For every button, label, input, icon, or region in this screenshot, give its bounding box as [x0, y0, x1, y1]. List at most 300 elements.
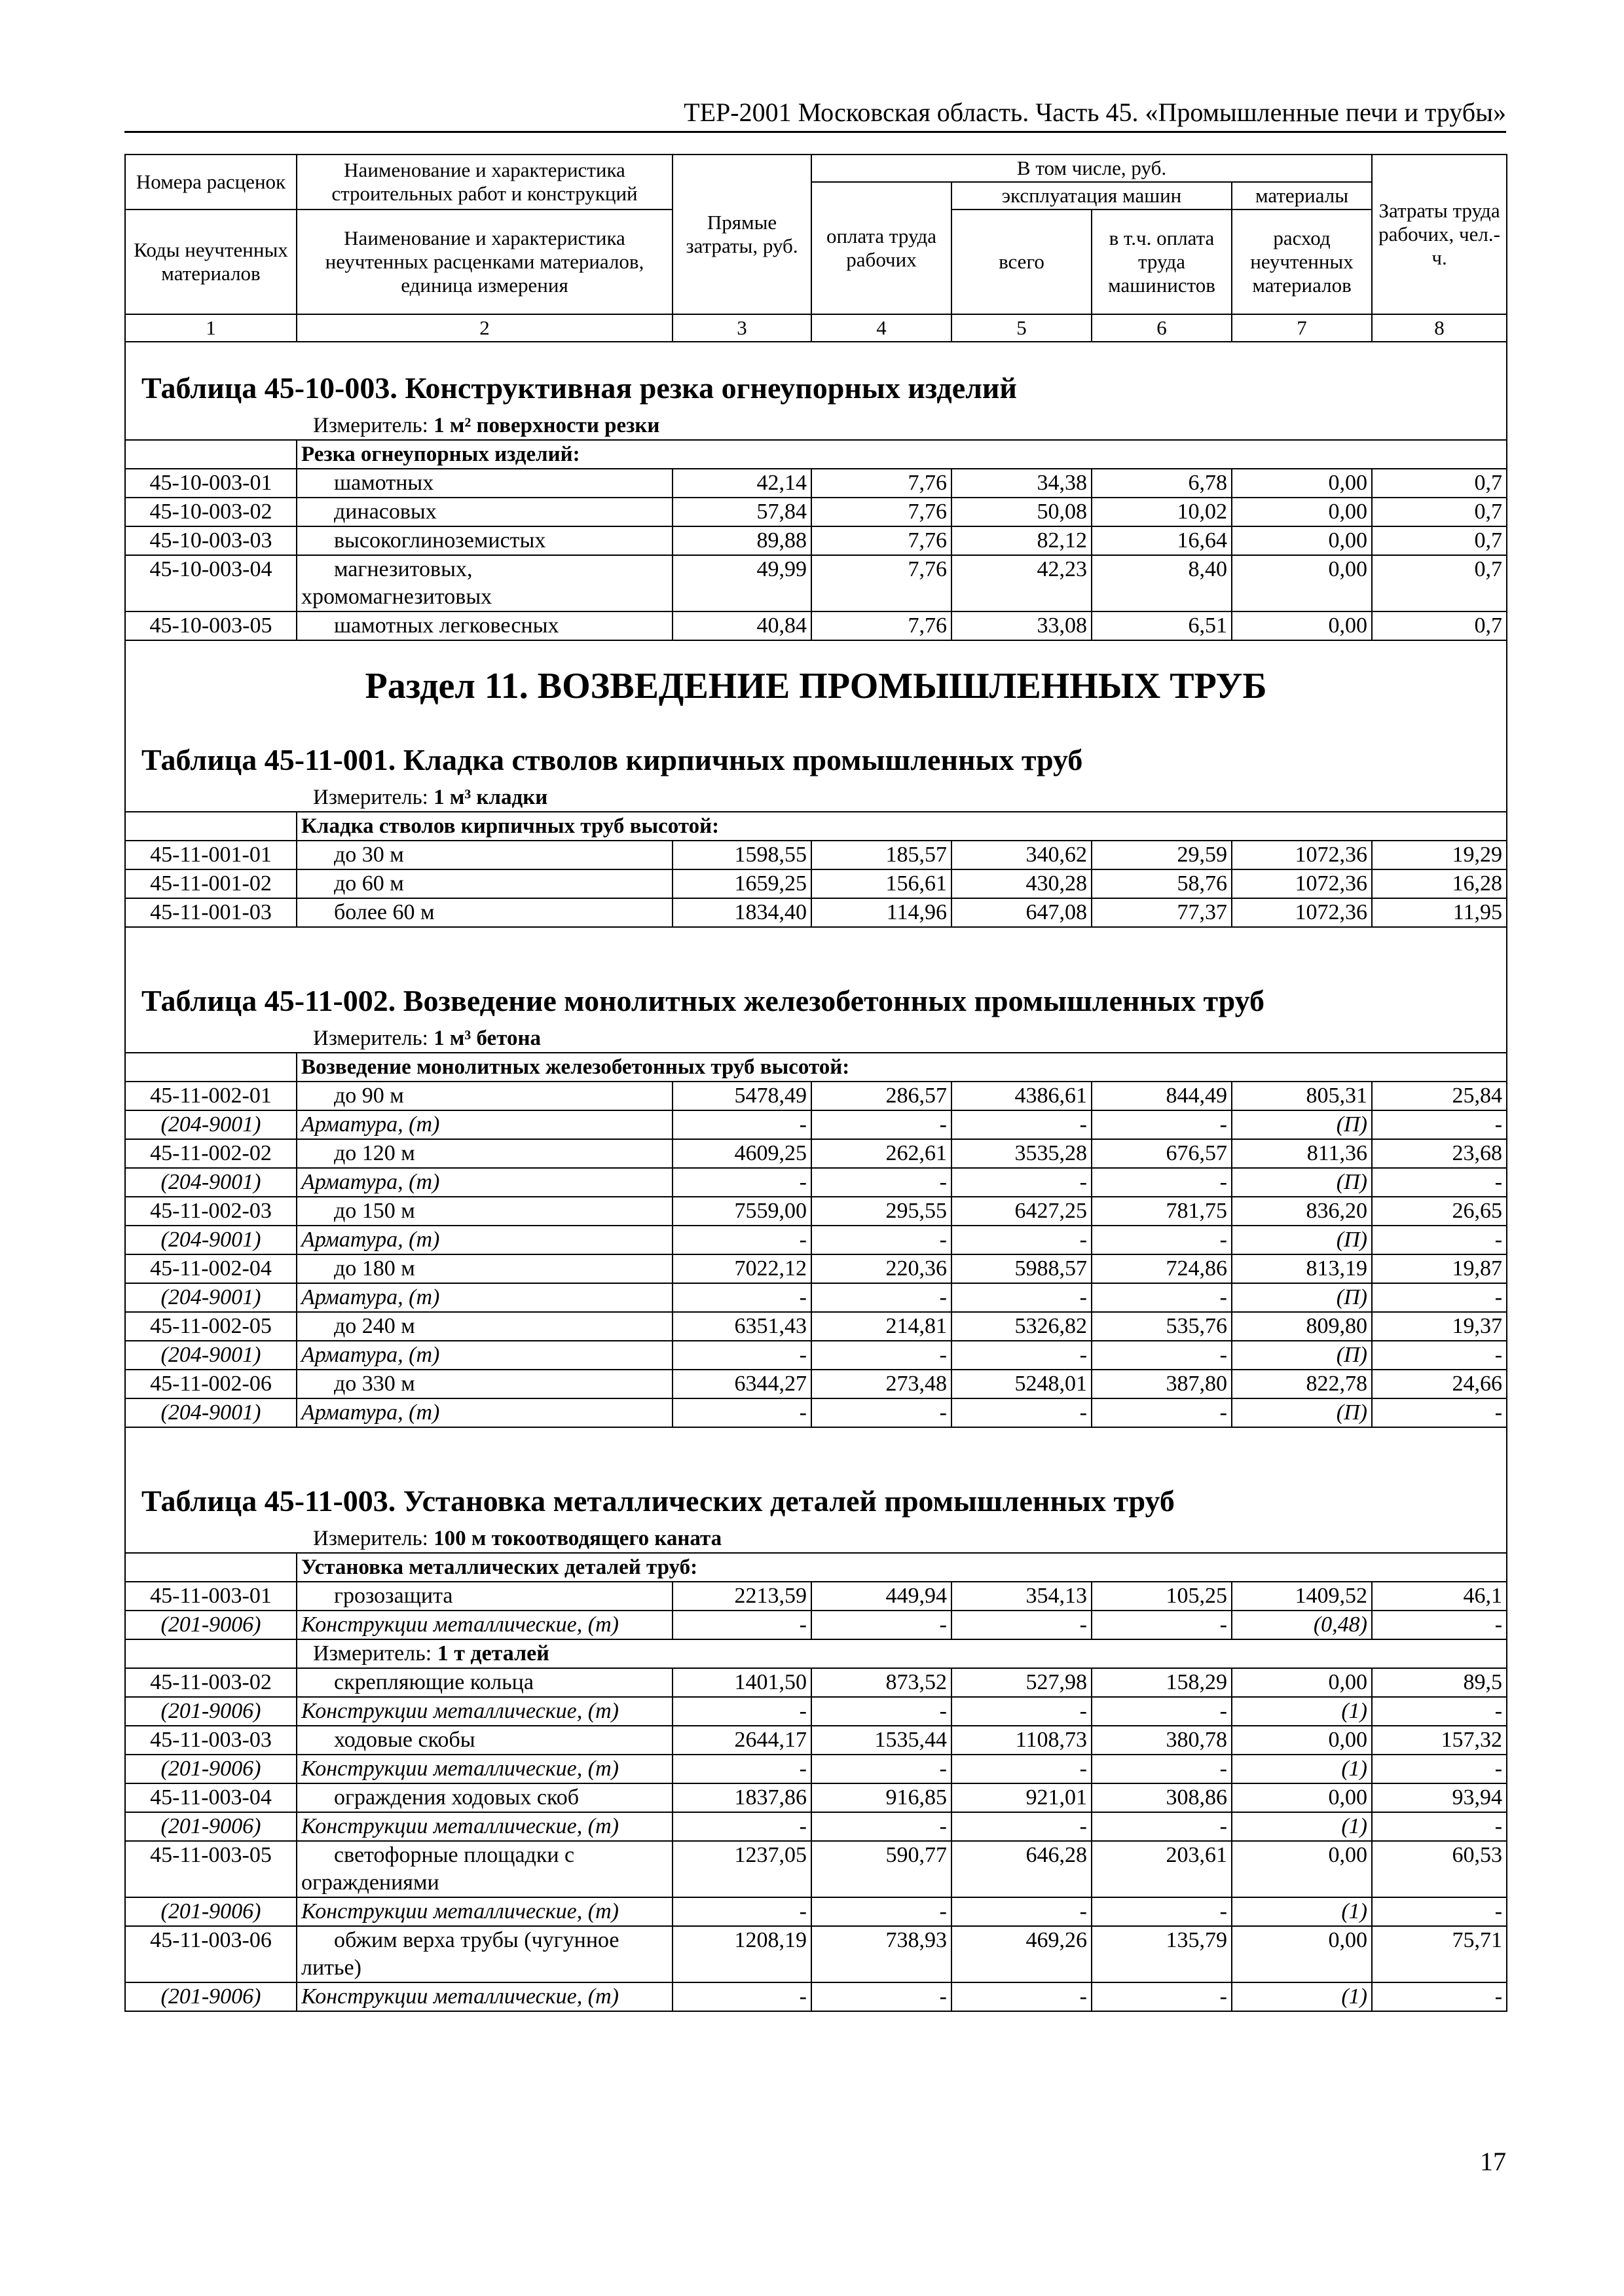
- material-quantity: (П): [1232, 1283, 1372, 1312]
- material-quantity: (1): [1232, 1755, 1372, 1783]
- dash-cell: -: [1092, 1812, 1232, 1841]
- labor-hours: 19,37: [1372, 1312, 1507, 1341]
- direct-cost: 1208,19: [673, 1926, 811, 1982]
- table-row: [125, 1783, 1507, 1812]
- measure-line: [125, 1025, 1507, 1053]
- direct-cost: 40,84: [673, 611, 811, 640]
- material-quantity: (П): [1232, 1398, 1372, 1427]
- materials-cost: 836,20: [1232, 1197, 1372, 1226]
- labor-hours: 11,95: [1372, 898, 1507, 927]
- measure-row: [125, 412, 1507, 440]
- machinist-pay: 158,29: [1092, 1668, 1232, 1697]
- machines-total: 6427,25: [951, 1197, 1092, 1226]
- table-title-row: [125, 714, 1507, 784]
- table-title-row: [125, 1455, 1507, 1525]
- worker-pay: 286,57: [811, 1082, 951, 1110]
- material-quantity: (П): [1232, 1168, 1372, 1197]
- work-name-text: до 30 м: [334, 843, 404, 867]
- col-header-machine-operation: эксплуатация машин: [951, 182, 1232, 210]
- direct-cost: 4609,25: [673, 1139, 811, 1168]
- work-name-text: до 330 м: [334, 1372, 415, 1396]
- material-row: [125, 1398, 1507, 1427]
- col-number: 3: [673, 314, 811, 342]
- dash-cell: -: [1372, 1398, 1507, 1427]
- dash-cell: -: [811, 1611, 951, 1639]
- table-row: [125, 869, 1507, 898]
- labor-hours: 157,32: [1372, 1726, 1507, 1755]
- machines-total: 33,08: [951, 611, 1092, 640]
- dash-cell: -: [811, 1897, 951, 1926]
- machines-total: 1108,73: [951, 1726, 1092, 1755]
- work-name: [297, 498, 673, 526]
- work-name-text: шамотных легковесных: [334, 613, 559, 638]
- material-row: [125, 1611, 1507, 1639]
- measure-value: 1 м³ бетона: [434, 1027, 541, 1050]
- material-row: [125, 1341, 1507, 1370]
- dash-cell: -: [673, 1982, 811, 2011]
- dash-cell: -: [673, 1697, 811, 1726]
- measure-value: 100 м токоотводящего каната: [434, 1527, 722, 1550]
- work-name-text: скрепляющие кольца: [334, 1670, 534, 1694]
- section-title-row: [125, 640, 1507, 714]
- machinist-pay: 676,57: [1092, 1139, 1232, 1168]
- rate-code: 45-11-002-05: [125, 1312, 297, 1341]
- material-row: [125, 1110, 1507, 1139]
- material-name: Конструкции металлические, (т): [297, 1982, 673, 2011]
- dash-cell: -: [951, 1697, 1092, 1726]
- machines-total: 42,23: [951, 555, 1092, 611]
- dash-cell: -: [951, 1398, 1092, 1427]
- section-title: Раздел 11. ВОЗВЕДЕНИЕ ПРОМЫШЛЕННЫХ ТРУБ: [125, 640, 1507, 714]
- labor-hours: 16,28: [1372, 869, 1507, 898]
- labor-hours: 19,87: [1372, 1254, 1507, 1283]
- work-name-text: магнезитовых,: [334, 557, 473, 581]
- col-number: 5: [951, 314, 1092, 342]
- subheading-row: [125, 1553, 1507, 1582]
- dash-cell: -: [1372, 1697, 1507, 1726]
- dash-cell: -: [1372, 1283, 1507, 1312]
- material-name: Конструкции металлические, (т): [297, 1755, 673, 1783]
- dash-cell: -: [673, 1812, 811, 1841]
- material-row: [125, 1226, 1507, 1254]
- work-name: [297, 1139, 673, 1168]
- machinist-pay: 781,75: [1092, 1197, 1232, 1226]
- measure-label: Измеритель:: [313, 1527, 428, 1550]
- dash-cell: -: [1092, 1982, 1232, 2011]
- materials-cost: 0,00: [1232, 611, 1372, 640]
- labor-hours: 75,71: [1372, 1926, 1507, 1982]
- subheading-row: [125, 1053, 1507, 1082]
- direct-cost: 5478,49: [673, 1082, 811, 1110]
- rate-code: 45-11-003-02: [125, 1668, 297, 1697]
- direct-cost: 1659,25: [673, 869, 811, 898]
- work-name: [297, 1726, 673, 1755]
- table-row: [125, 555, 1507, 611]
- materials-cost: 0,00: [1232, 1668, 1372, 1697]
- worker-pay: 590,77: [811, 1841, 951, 1897]
- dash-cell: -: [1372, 1982, 1507, 2011]
- material-name: Арматура, (т): [297, 1226, 673, 1254]
- materials-cost: 0,00: [1232, 1726, 1372, 1755]
- machinist-pay: 6,78: [1092, 469, 1232, 498]
- work-name-text: обжим верха трубы (чугунное: [334, 1928, 619, 1952]
- dash-cell: -: [1372, 1168, 1507, 1197]
- work-name: [297, 898, 673, 927]
- machines-total: 354,13: [951, 1582, 1092, 1611]
- dash-cell: -: [951, 1611, 1092, 1639]
- blank-cell: [125, 440, 297, 469]
- worker-pay: 916,85: [811, 1783, 951, 1812]
- rate-code: 45-11-001-01: [125, 841, 297, 869]
- measure-line: [125, 412, 1507, 440]
- materials-cost: 0,00: [1232, 1926, 1372, 1982]
- measure-row: [125, 1525, 1507, 1553]
- materials-cost: 813,19: [1232, 1254, 1372, 1283]
- machines-total: 430,28: [951, 869, 1092, 898]
- dash-cell: -: [673, 1611, 811, 1639]
- dash-cell: -: [951, 1812, 1092, 1841]
- material-name: Конструкции металлические, (т): [297, 1897, 673, 1926]
- dash-cell: -: [951, 1755, 1092, 1783]
- dash-cell: -: [1092, 1283, 1232, 1312]
- dash-cell: -: [1092, 1611, 1232, 1639]
- work-name: [297, 1783, 673, 1812]
- machinist-pay: 380,78: [1092, 1726, 1232, 1755]
- col-header-worker-pay: оплата труда рабочих: [811, 182, 951, 314]
- work-name: [297, 1668, 673, 1697]
- header-rule: [124, 131, 1506, 133]
- table-row: [125, 898, 1507, 927]
- column-header-table: [124, 154, 1507, 342]
- dash-cell: -: [1092, 1226, 1232, 1254]
- col-number: 2: [297, 314, 673, 342]
- machines-total: 527,98: [951, 1668, 1092, 1697]
- work-name-text: до 60 м: [334, 871, 404, 896]
- dash-cell: -: [673, 1897, 811, 1926]
- worker-pay: 220,36: [811, 1254, 951, 1283]
- spacer: [125, 1427, 1507, 1455]
- dash-cell: -: [1092, 1755, 1232, 1783]
- dash-cell: -: [951, 1283, 1092, 1312]
- work-name-text: до 150 м: [334, 1199, 415, 1223]
- table-row: [125, 498, 1507, 526]
- rate-code: 45-11-001-03: [125, 898, 297, 927]
- direct-cost: 2644,17: [673, 1726, 811, 1755]
- rate-code: 45-10-003-04: [125, 555, 297, 611]
- work-name: [297, 1312, 673, 1341]
- work-name-text: более 60 м: [334, 900, 435, 924]
- machinist-pay: 308,86: [1092, 1783, 1232, 1812]
- dash-cell: -: [673, 1755, 811, 1783]
- materials-cost: 0,00: [1232, 469, 1372, 498]
- materials-cost: 809,80: [1232, 1312, 1372, 1341]
- dash-cell: -: [811, 1110, 951, 1139]
- machines-total: 469,26: [951, 1926, 1092, 1982]
- dash-cell: -: [811, 1168, 951, 1197]
- materials-cost: 1072,36: [1232, 898, 1372, 927]
- worker-pay: 156,61: [811, 869, 951, 898]
- blank-cell: [125, 1053, 297, 1082]
- col-header-material-names: Наименование и характеристика неучтенных расценками материалов, единица измерения: [297, 210, 673, 314]
- dash-cell: -: [673, 1283, 811, 1312]
- direct-cost: 89,88: [673, 526, 811, 555]
- material-quantity: (0,48): [1232, 1611, 1372, 1639]
- work-name-text: динасовых: [334, 500, 437, 524]
- labor-hours: 93,94: [1372, 1783, 1507, 1812]
- machinist-pay: 135,79: [1092, 1926, 1232, 1982]
- materials-cost: 822,78: [1232, 1370, 1372, 1398]
- col-number: 1: [125, 314, 297, 342]
- work-name: [297, 1082, 673, 1110]
- worker-pay: 273,48: [811, 1370, 951, 1398]
- machines-total: 82,12: [951, 526, 1092, 555]
- machines-total: 921,01: [951, 1783, 1092, 1812]
- material-row: [125, 1812, 1507, 1841]
- labor-hours: 19,29: [1372, 841, 1507, 869]
- dash-cell: -: [951, 1168, 1092, 1197]
- work-name-cont: хромомагнезитовых: [301, 585, 492, 609]
- machines-total: 3535,28: [951, 1139, 1092, 1168]
- materials-cost: 0,00: [1232, 555, 1372, 611]
- worker-pay: 7,76: [811, 555, 951, 611]
- table-title-row: [125, 342, 1507, 412]
- machines-total: 4386,61: [951, 1082, 1092, 1110]
- dash-cell: -: [1092, 1110, 1232, 1139]
- table-row: [125, 1082, 1507, 1110]
- rate-code: 45-11-002-03: [125, 1197, 297, 1226]
- blank-cell: [125, 1639, 297, 1668]
- rate-code: 45-10-003-05: [125, 611, 297, 640]
- worker-pay: 214,81: [811, 1312, 951, 1341]
- subheading-row: [125, 812, 1507, 841]
- labor-hours: 26,65: [1372, 1197, 1507, 1226]
- col-header-rate-numbers: Номера расценок: [125, 155, 297, 210]
- material-code: (201-9006): [125, 1982, 297, 2011]
- dash-cell: -: [811, 1697, 951, 1726]
- measure-value: 1 м³ кладки: [434, 786, 548, 809]
- group-heading: Резка огнеупорных изделий:: [297, 440, 1507, 469]
- machinist-pay: 16,64: [1092, 526, 1232, 555]
- table-row: [125, 1254, 1507, 1283]
- dash-cell: -: [1372, 1897, 1507, 1926]
- machines-total: 5988,57: [951, 1254, 1092, 1283]
- dash-cell: -: [1372, 1755, 1507, 1783]
- work-name-text: светофорные площадки с: [334, 1843, 575, 1867]
- rate-code: 45-11-001-02: [125, 869, 297, 898]
- direct-cost: 6344,27: [673, 1370, 811, 1398]
- material-name: Арматура, (т): [297, 1398, 673, 1427]
- measure-value: 1 м² поверхности резки: [434, 414, 660, 437]
- dash-cell: -: [1092, 1697, 1232, 1726]
- table-row: [125, 1582, 1507, 1611]
- machinist-pay: 58,76: [1092, 869, 1232, 898]
- dash-cell: -: [1092, 1341, 1232, 1370]
- table-row: [125, 611, 1507, 640]
- material-row: [125, 1897, 1507, 1926]
- group-heading: Возведение монолитных железобетонных труб высотой:: [297, 1053, 1507, 1082]
- measure-line: [125, 784, 1507, 812]
- machinist-pay: 203,61: [1092, 1841, 1232, 1897]
- work-name-text: ограждения ходовых скоб: [334, 1785, 580, 1810]
- table-row: [125, 1668, 1507, 1697]
- material-row: [125, 1283, 1507, 1312]
- machinist-pay: 724,86: [1092, 1254, 1232, 1283]
- table-row: [125, 469, 1507, 498]
- material-quantity: (1): [1232, 1812, 1372, 1841]
- worker-pay: 114,96: [811, 898, 951, 927]
- measure-row: [125, 784, 1507, 812]
- col-header-machinist-pay: в т.ч. оплата труда машинистов: [1092, 210, 1232, 314]
- rate-code: 45-11-002-02: [125, 1139, 297, 1168]
- dash-cell: -: [811, 1982, 951, 2011]
- worker-pay: 7,76: [811, 498, 951, 526]
- machinist-pay: 105,25: [1092, 1582, 1232, 1611]
- labor-hours: 0,7: [1372, 526, 1507, 555]
- material-quantity: (1): [1232, 1982, 1372, 2011]
- material-code: (201-9006): [125, 1812, 297, 1841]
- rate-code: 45-10-003-01: [125, 469, 297, 498]
- col-header-labor: Затраты труда рабочих, чел.-ч.: [1372, 155, 1507, 314]
- worker-pay: 449,94: [811, 1582, 951, 1611]
- material-row: [125, 1697, 1507, 1726]
- worker-pay: 7,76: [811, 526, 951, 555]
- subheading-row: [125, 440, 1507, 469]
- blank-cell: [125, 1553, 297, 1582]
- dash-cell: -: [1092, 1398, 1232, 1427]
- labor-hours: 46,1: [1372, 1582, 1507, 1611]
- material-quantity: (П): [1232, 1341, 1372, 1370]
- spacer: [125, 927, 1507, 955]
- machinist-pay: 10,02: [1092, 498, 1232, 526]
- rate-code: 45-11-003-06: [125, 1926, 297, 1982]
- work-name-text: до 240 м: [334, 1314, 415, 1338]
- material-code: (204-9001): [125, 1226, 297, 1254]
- table-row: [125, 1726, 1507, 1755]
- labor-hours: 0,7: [1372, 611, 1507, 640]
- measure-row: [125, 1025, 1507, 1053]
- direct-cost: 7559,00: [673, 1197, 811, 1226]
- dash-cell: -: [1372, 1110, 1507, 1139]
- work-name: [297, 1197, 673, 1226]
- spacer-row: [125, 927, 1507, 955]
- work-name-cont: ограждениями: [301, 1870, 439, 1895]
- measure-label: Измеритель:: [313, 1027, 428, 1050]
- col-header-materials: материалы: [1232, 182, 1372, 210]
- dash-cell: -: [811, 1341, 951, 1370]
- table-title-row: [125, 955, 1507, 1025]
- machinist-pay: 77,37: [1092, 898, 1232, 927]
- dash-cell: -: [811, 1812, 951, 1841]
- work-name: [297, 1841, 673, 1897]
- materials-cost: 0,00: [1232, 1783, 1372, 1812]
- machinist-pay: 535,76: [1092, 1312, 1232, 1341]
- rate-code: 45-11-002-04: [125, 1254, 297, 1283]
- material-code: (201-9006): [125, 1897, 297, 1926]
- dash-cell: -: [1372, 1812, 1507, 1841]
- machinist-pay: 8,40: [1092, 555, 1232, 611]
- direct-cost: 6351,43: [673, 1312, 811, 1341]
- worker-pay: 738,93: [811, 1926, 951, 1982]
- dash-cell: -: [811, 1755, 951, 1783]
- measure-label: Измеритель:: [313, 414, 428, 437]
- material-code: (204-9001): [125, 1283, 297, 1312]
- machines-total: 34,38: [951, 469, 1092, 498]
- work-name-text: высокоглиноземистых: [334, 528, 546, 553]
- work-name-text: ходовые скобы: [334, 1728, 475, 1752]
- material-name: Конструкции металлические, (т): [297, 1697, 673, 1726]
- materials-cost: 1409,52: [1232, 1582, 1372, 1611]
- direct-cost: 49,99: [673, 555, 811, 611]
- table-row: [125, 1312, 1507, 1341]
- col-number: 4: [811, 314, 951, 342]
- worker-pay: 1535,44: [811, 1726, 951, 1755]
- spacer-row: [125, 1427, 1507, 1455]
- group-heading: Кладка стволов кирпичных труб высотой:: [297, 812, 1507, 841]
- work-name: [297, 469, 673, 498]
- material-name: Арматура, (т): [297, 1168, 673, 1197]
- work-name-text: шамотных: [334, 471, 434, 495]
- col-number: 6: [1092, 314, 1232, 342]
- machines-total: 646,28: [951, 1841, 1092, 1897]
- dash-cell: -: [673, 1341, 811, 1370]
- labor-hours: 25,84: [1372, 1082, 1507, 1110]
- table-row: [125, 841, 1507, 869]
- running-title: ТЕР-2001 Московская область. Часть 45. «Промышленные печи и трубы»: [684, 98, 1506, 127]
- table-row: [125, 1926, 1507, 1982]
- materials-cost: 0,00: [1232, 526, 1372, 555]
- materials-cost: 805,31: [1232, 1082, 1372, 1110]
- direct-cost: 42,14: [673, 469, 811, 498]
- machinist-pay: 6,51: [1092, 611, 1232, 640]
- dash-cell: -: [811, 1398, 951, 1427]
- work-name-cont: литье): [301, 1956, 361, 1980]
- worker-pay: 185,57: [811, 841, 951, 869]
- dash-cell: -: [811, 1283, 951, 1312]
- material-code: (204-9001): [125, 1168, 297, 1197]
- col-header-material-consumption: расход неучтенных материалов: [1232, 210, 1372, 314]
- rate-code: 45-11-003-03: [125, 1726, 297, 1755]
- dash-cell: -: [951, 1982, 1092, 2011]
- work-name: [297, 611, 673, 640]
- table-row: [125, 1197, 1507, 1226]
- direct-cost: 2213,59: [673, 1582, 811, 1611]
- material-code: (204-9001): [125, 1110, 297, 1139]
- materials-cost: 811,36: [1232, 1139, 1372, 1168]
- direct-cost: 1837,86: [673, 1783, 811, 1812]
- dash-cell: -: [1372, 1611, 1507, 1639]
- measure-line: [125, 1525, 1507, 1553]
- table-row: [125, 526, 1507, 555]
- material-code: (201-9006): [125, 1611, 297, 1639]
- col-header-direct-costs: Прямые затраты, руб.: [673, 155, 811, 314]
- material-quantity: (1): [1232, 1697, 1372, 1726]
- col-header-work-name: Наименование и характеристика строительных работ и конструкций: [297, 155, 673, 210]
- direct-cost: 1401,50: [673, 1668, 811, 1697]
- worker-pay: 295,55: [811, 1197, 951, 1226]
- rate-code: 45-11-003-05: [125, 1841, 297, 1897]
- materials-cost: 0,00: [1232, 1841, 1372, 1897]
- machinist-pay: 844,49: [1092, 1082, 1232, 1110]
- col-header-material-codes: Коды неучтенных материалов: [125, 210, 297, 314]
- machines-total: 5326,82: [951, 1312, 1092, 1341]
- group-heading: Установка металлических деталей труб:: [297, 1553, 1507, 1582]
- measure-value: 1 т деталей: [437, 1641, 549, 1666]
- material-row: [125, 1982, 1507, 2011]
- work-name-text: до 180 м: [334, 1256, 415, 1281]
- dash-cell: -: [951, 1110, 1092, 1139]
- table-title: Таблица 45-11-001. Кладка стволов кирпичных промышленных труб: [125, 714, 1507, 784]
- direct-cost: 57,84: [673, 498, 811, 526]
